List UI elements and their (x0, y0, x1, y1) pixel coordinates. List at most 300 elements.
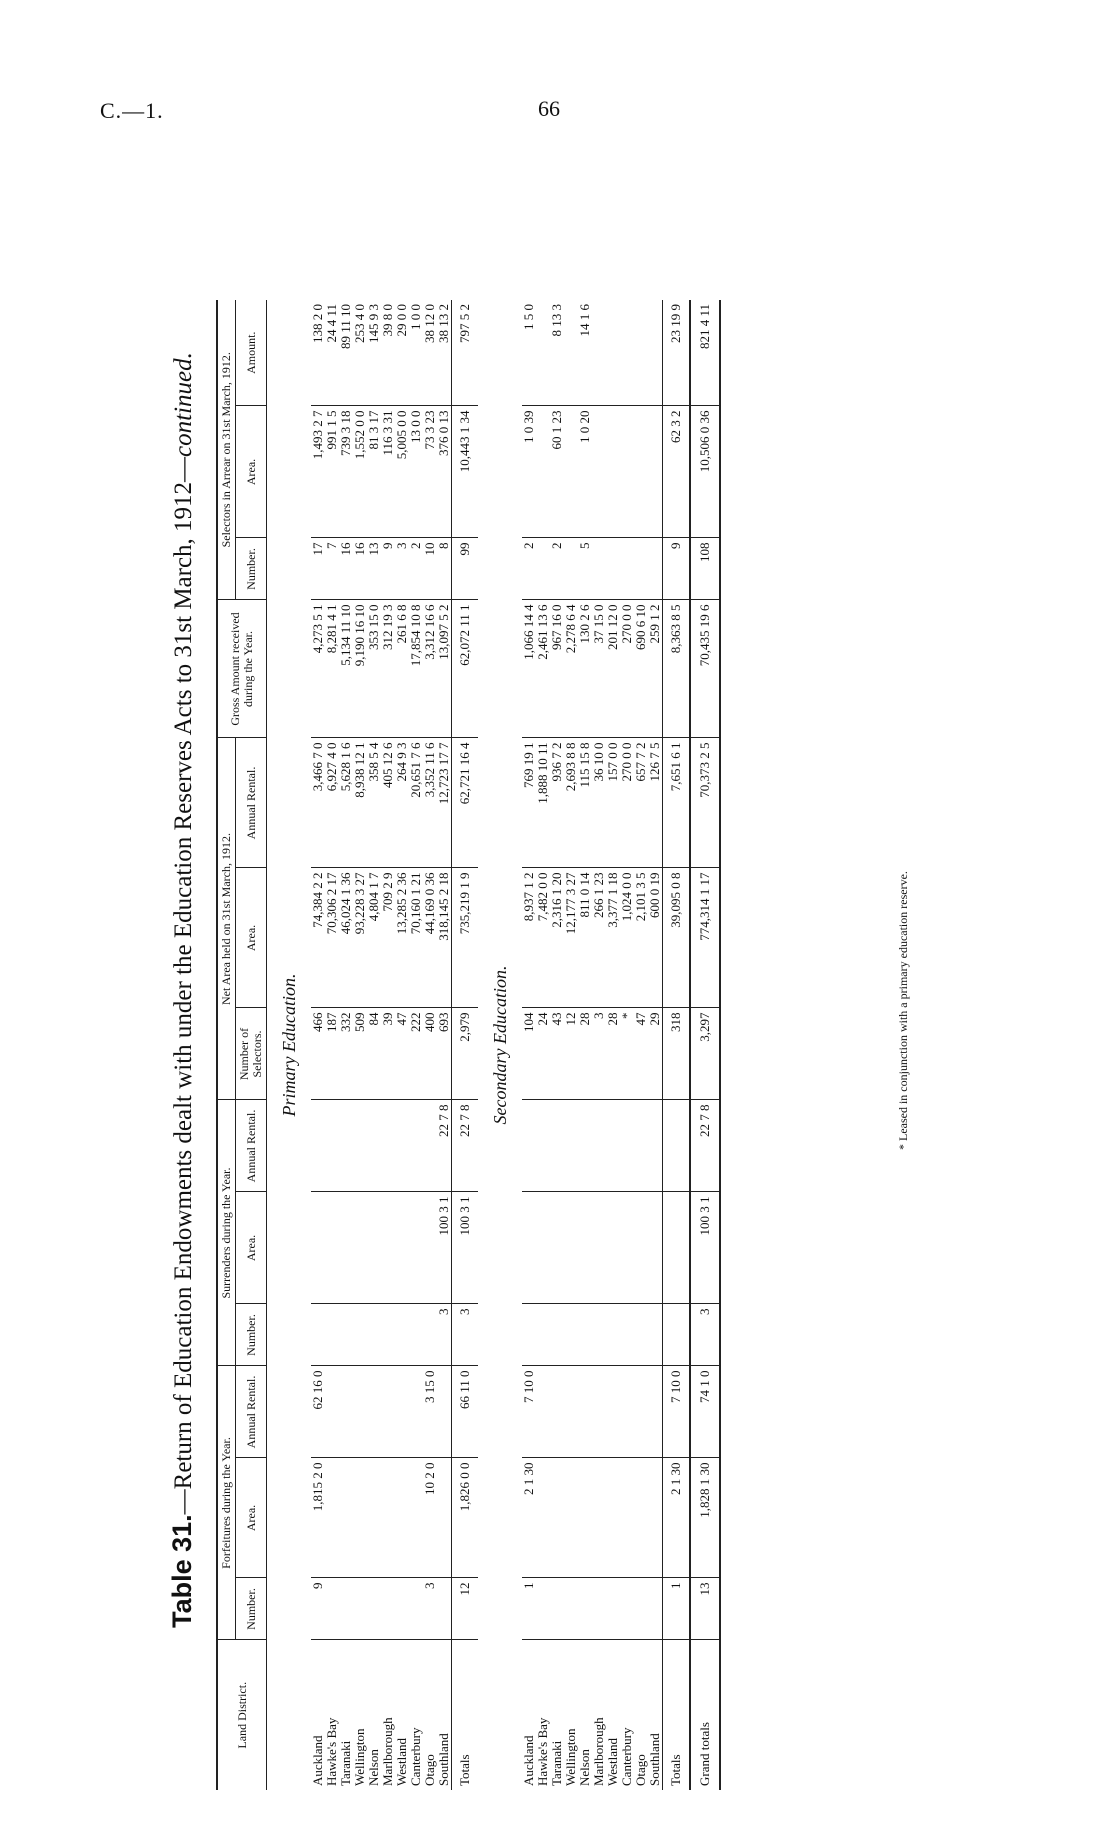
cell-n-rent: 936 7 2 (550, 738, 564, 868)
cell-f-num: 12 (452, 1578, 479, 1640)
cell-n-area: 266 1 23 (592, 868, 606, 1008)
cell-f-rent (409, 1366, 423, 1458)
cell-s-area (522, 1192, 536, 1304)
cell-n-rent: 7,651 6 1 (663, 738, 691, 868)
cell-s-num: 3 (690, 1304, 720, 1366)
cell-district: Taranaki (339, 1640, 353, 1790)
cell-a-amt: 89 11 10 (338, 304, 353, 350)
cell-district: Nelson (578, 1640, 592, 1790)
cell-a-amt: 29 0 0 (394, 304, 409, 337)
cell-s-rent (663, 1100, 691, 1192)
cell-f-num (634, 1578, 648, 1640)
cell-f-area (564, 1458, 578, 1578)
cell-f-rent (564, 1366, 578, 1458)
cell-n-rent: 1,888 10 11 (536, 738, 550, 868)
cell-f-rent: 62 16 0 (311, 1366, 325, 1458)
cell-a-amt: 38 12 0 (422, 304, 437, 343)
cell-n-area: 2,316 1 20 (550, 868, 564, 1008)
cell-a-area: 60 1 23 (550, 406, 564, 538)
cell-a-num (620, 538, 634, 600)
col-f-rental: Annual Rental. (236, 1366, 267, 1458)
cell-a-amt: 14 1 6 (577, 304, 592, 337)
cell-district: Marlborough (592, 1640, 606, 1790)
cell-a-num (592, 538, 606, 600)
cell-s-area (550, 1192, 564, 1304)
cell-f-rent (606, 1366, 620, 1458)
cell-a-amt: 1 0 0 (408, 304, 423, 330)
cell-district: Wellington (564, 1640, 578, 1790)
cell-s-area (648, 1192, 663, 1304)
cell-n-sel: 47 (395, 1008, 409, 1100)
cell-a-num: 9 (663, 538, 691, 600)
table-row (395, 300, 409, 1790)
cell-a-area: 81 3 17 (367, 406, 381, 538)
cell-s-area (620, 1192, 634, 1304)
cell-a-amt: 253 4 0 (352, 304, 367, 343)
cell-a-area (592, 406, 606, 538)
cell-n-sel: 28 (606, 1008, 620, 1100)
cell-a-area: 1 0 39 (522, 406, 536, 538)
cell-a-amt: 39 8 0 (380, 304, 395, 337)
cell-s-rent (367, 1100, 381, 1192)
cell-n-area: 70,306 2 17 (325, 868, 339, 1008)
cell-a-amt: 23 19 9 (663, 300, 691, 406)
cell-n-rent: 157 0 0 (606, 738, 620, 868)
cell-district: Taranaki (550, 1640, 564, 1790)
cell-a-num (634, 538, 648, 600)
footnote: * Leased in conjunction with a primary education reserve. (896, 871, 910, 1150)
cell-f-rent (339, 1366, 353, 1458)
cell-n-area: 7,482 0 0 (536, 868, 550, 1008)
cell-s-num: 3 (437, 1304, 452, 1366)
cell-f-num: 13 (690, 1578, 720, 1640)
cell-gross: 261 6 8 (395, 600, 409, 738)
cell-a-num (648, 538, 663, 600)
cell-f-rent: 7 10 0 (522, 1366, 536, 1458)
col-forfeitures: Forfeitures during the Year. (217, 1366, 236, 1640)
col-n-selectors: Number of Selectors. (236, 1008, 267, 1100)
cell-a-amt: 145 9 3 (366, 304, 381, 343)
cell-a-area: 739 3 18 (339, 406, 353, 538)
col-f-number: Number. (236, 1578, 267, 1640)
cell-n-area: 12,177 3 27 (564, 868, 578, 1008)
cell-n-rent: 70,373 2 5 (690, 738, 720, 868)
cell-f-area (437, 1458, 452, 1578)
cell-s-num (367, 1304, 381, 1366)
col-a-number: Number. (236, 538, 267, 600)
cell-s-area (367, 1192, 381, 1304)
table-row (648, 300, 663, 1790)
cell-a-num: 13 (367, 538, 381, 600)
cell-a-num: 16 (353, 538, 367, 600)
table-row (437, 300, 452, 1790)
cell-f-rent (353, 1366, 367, 1458)
cell-a-num: 9 (381, 538, 395, 600)
cell-s-area (578, 1192, 592, 1304)
col-surrenders: Surrenders during the Year. (217, 1100, 236, 1366)
cell-f-area (381, 1458, 395, 1578)
cell-a-area: 1,493 2 7 (311, 406, 325, 538)
table-row (592, 300, 606, 1790)
table-row (367, 300, 381, 1790)
cell-a-num: 2 (550, 538, 564, 600)
cell-district: Auckland (522, 1640, 536, 1790)
cell-s-num (634, 1304, 648, 1366)
cell-gross: 37 15 0 (592, 600, 606, 738)
cell-a-amt (536, 300, 550, 406)
cell-n-area: 8,937 1 2 (522, 868, 536, 1008)
cell-n-rent: 62,721 16 4 (452, 738, 479, 868)
cell-n-area: 600 0 19 (648, 868, 663, 1008)
cell-f-rent: 66 11 0 (452, 1366, 479, 1458)
cell-f-rent (381, 1366, 395, 1458)
cell-n-sel: 28 (578, 1008, 592, 1100)
cell-s-num (311, 1304, 325, 1366)
cell-s-num (648, 1304, 663, 1366)
cell-district: Nelson (367, 1640, 381, 1790)
cell-s-num (353, 1304, 367, 1366)
table-row (423, 300, 437, 1790)
cell-n-rent: 405 12 6 (381, 738, 395, 868)
cell-a-area: 116 3 31 (381, 406, 395, 538)
table-row (339, 300, 353, 1790)
cell-s-area (663, 1192, 691, 1304)
cell-s-rent (536, 1100, 550, 1192)
cell-s-num (395, 1304, 409, 1366)
cell-n-sel: 104 (522, 1008, 536, 1100)
cell-s-rent (311, 1100, 325, 1192)
cell-district: Westland (395, 1640, 409, 1790)
cell-gross: 5,134 11 10 (339, 600, 353, 738)
cell-district: Otago (634, 1640, 648, 1790)
cell-s-rent (395, 1100, 409, 1192)
cell-s-num (339, 1304, 353, 1366)
cell-f-num (409, 1578, 423, 1640)
cell-a-area: 13 0 0 (409, 406, 423, 538)
cell-n-rent: 8,938 12 1 (353, 738, 367, 868)
cell-a-area (648, 406, 663, 538)
cell-n-rent: 769 19 1 (522, 738, 536, 868)
cell-s-area (592, 1192, 606, 1304)
cell-n-rent: 5,628 1 6 (339, 738, 353, 868)
col-land-district: Land District. (217, 1640, 267, 1790)
cell-district: Hawke's Bay (536, 1640, 550, 1790)
cell-gross: 690 6 10 (634, 600, 648, 738)
cell-s-rent (381, 1100, 395, 1192)
cell-f-num (339, 1578, 353, 1640)
cell-s-area: 100 3 1 (690, 1192, 720, 1304)
cell-a-num: 17 (311, 538, 325, 600)
cell-a-area: 10,506 0 36 (690, 406, 720, 538)
cell-n-rent: 3,352 11 6 (423, 738, 437, 868)
cell-gross: 353 15 0 (367, 600, 381, 738)
cell-district: Westland (606, 1640, 620, 1790)
cell-a-area: 5,005 0 0 (395, 406, 409, 538)
cell-n-rent: 3,466 7 0 (311, 738, 325, 868)
cell-f-rent: 3 15 0 (423, 1366, 437, 1458)
col-a-amount: Amount. (236, 300, 267, 406)
cell-f-rent (437, 1366, 452, 1458)
cell-a-amt: 38 13 2 (436, 304, 451, 343)
cell-f-rent: 7 10 0 (663, 1366, 691, 1458)
table-row (381, 300, 395, 1790)
table-row (353, 300, 367, 1790)
cell-gross: 201 12 0 (606, 600, 620, 738)
col-n-area: Area. (236, 868, 267, 1008)
col-f-area: Area. (236, 1458, 267, 1578)
cell-s-num (550, 1304, 564, 1366)
cell-s-rent: 22 7 8 (452, 1100, 479, 1192)
table-row (620, 300, 634, 1790)
cell-s-rent (423, 1100, 437, 1192)
cell-n-rent: 2,693 8 8 (564, 738, 578, 868)
section-heading-row (267, 300, 312, 1790)
cell-s-area (311, 1192, 325, 1304)
cell-a-amt (620, 300, 634, 406)
cell-f-rent (620, 1366, 634, 1458)
cell-n-sel: 509 (353, 1008, 367, 1100)
cell-gross: 70,435 19 6 (690, 600, 720, 738)
cell-gross: 130 2 6 (578, 600, 592, 738)
cell-a-amt (634, 300, 648, 406)
cell-s-num (536, 1304, 550, 1366)
cell-n-area: 811 0 14 (578, 868, 592, 1008)
cell-n-sel: 12 (564, 1008, 578, 1100)
col-arrears: Selectors in Arrear on 31st March, 1912. (217, 300, 236, 600)
cell-a-amt (592, 300, 606, 406)
cell-f-area (536, 1458, 550, 1578)
cell-f-rent (536, 1366, 550, 1458)
cell-s-num (409, 1304, 423, 1366)
table-title-suffix: continued. (170, 352, 197, 457)
cell-district: Auckland (311, 1640, 325, 1790)
cell-f-num (536, 1578, 550, 1640)
cell-gross: 312 19 3 (381, 600, 395, 738)
cell-a-amt: 138 2 0 (310, 304, 325, 343)
cell-a-area (620, 406, 634, 538)
table-row (409, 300, 423, 1790)
cell-a-num (606, 538, 620, 600)
cell-s-num (592, 1304, 606, 1366)
cell-a-amt (648, 300, 663, 406)
cell-s-rent (409, 1100, 423, 1192)
cell-a-num: 5 (578, 538, 592, 600)
cell-n-area: 70,160 1 21 (409, 868, 423, 1008)
table-row (564, 300, 578, 1790)
cell-a-amt: 8 13 3 (549, 304, 564, 337)
cell-f-area (395, 1458, 409, 1578)
cell-n-sel: 84 (367, 1008, 381, 1100)
cell-f-rent (634, 1366, 648, 1458)
cell-a-amt: 1 5 0 (521, 304, 536, 330)
cell-a-area: 991 1 5 (325, 406, 339, 538)
cell-a-amt (564, 300, 578, 406)
table-row (311, 300, 325, 1790)
cell-a-num: 3 (395, 538, 409, 600)
page-reference: C.—1. (100, 98, 164, 123)
table-row (522, 300, 536, 1790)
cell-f-num: 1 (522, 1578, 536, 1640)
cell-gross: 2,278 6 4 (564, 600, 578, 738)
cell-n-area: 93,228 3 27 (353, 868, 367, 1008)
cell-n-rent: 657 7 2 (634, 738, 648, 868)
col-s-rental: Annual Rental. (236, 1100, 267, 1192)
cell-f-num (648, 1578, 663, 1640)
cell-s-num (578, 1304, 592, 1366)
cell-a-num: 2 (522, 538, 536, 600)
cell-f-num (381, 1578, 395, 1640)
cell-n-sel: 3,297 (690, 1008, 720, 1100)
cell-s-num (663, 1304, 691, 1366)
cell-a-num: 108 (690, 538, 720, 600)
cell-s-area (353, 1192, 367, 1304)
cell-n-rent: 36 10 0 (592, 738, 606, 868)
cell-gross: 8,363 8 5 (663, 600, 691, 738)
cell-a-area: 62 3 2 (663, 406, 691, 538)
cell-s-area (325, 1192, 339, 1304)
cell-n-area: 3,377 1 18 (606, 868, 620, 1008)
cell-gross: 9,190 16 10 (353, 600, 367, 738)
cell-n-rent: 270 0 0 (620, 738, 634, 868)
cell-f-area (634, 1458, 648, 1578)
cell-a-num: 16 (339, 538, 353, 600)
cell-a-area (536, 406, 550, 538)
cell-s-rent (634, 1100, 648, 1192)
cell-a-num: 99 (452, 538, 479, 600)
cell-n-sel: 2,979 (452, 1008, 479, 1100)
cell-f-num: 9 (311, 1578, 325, 1640)
cell-f-num (367, 1578, 381, 1640)
cell-gross: 8,281 4 1 (325, 600, 339, 738)
cell-s-rent (592, 1100, 606, 1192)
cell-n-rent: 115 15 8 (578, 738, 592, 868)
cell-a-area (634, 406, 648, 538)
cell-f-area: 2 1 30 (663, 1458, 691, 1578)
cell-s-rent (648, 1100, 663, 1192)
cell-s-area (564, 1192, 578, 1304)
cell-s-rent: 22 7 8 (690, 1100, 720, 1192)
cell-f-area (409, 1458, 423, 1578)
cell-s-area: 100 3 1 (452, 1192, 479, 1304)
cell-district: Totals (452, 1640, 479, 1790)
cell-f-rent (592, 1366, 606, 1458)
cell-s-area (339, 1192, 353, 1304)
cell-gross: 4,273 5 1 (311, 600, 325, 738)
cell-s-rent (564, 1100, 578, 1192)
cell-s-rent (522, 1100, 536, 1192)
cell-n-sel: 693 (437, 1008, 452, 1100)
cell-f-area: 2 1 30 (522, 1458, 536, 1578)
table-row (536, 300, 550, 1790)
cell-s-num (381, 1304, 395, 1366)
cell-gross: 967 16 0 (550, 600, 564, 738)
cell-a-amt: 24 4 11 (324, 304, 339, 343)
cell-s-rent (620, 1100, 634, 1192)
cell-f-num (550, 1578, 564, 1640)
cell-s-rent (550, 1100, 564, 1192)
cell-a-area (606, 406, 620, 538)
cell-f-area (578, 1458, 592, 1578)
cell-s-area (536, 1192, 550, 1304)
cell-f-area: 1,828 1 30 (690, 1458, 720, 1578)
cell-s-rent (339, 1100, 353, 1192)
cell-s-rent (325, 1100, 339, 1192)
cell-s-area (395, 1192, 409, 1304)
cell-district: Hawke's Bay (325, 1640, 339, 1790)
cell-n-area: 4,804 1 7 (367, 868, 381, 1008)
cell-n-sel: 400 (423, 1008, 437, 1100)
endowments-table (216, 300, 721, 1790)
cell-f-area (620, 1458, 634, 1578)
cell-f-num (578, 1578, 592, 1640)
cell-n-sel: 47 (634, 1008, 648, 1100)
table-row (550, 300, 564, 1790)
cell-n-sel: 222 (409, 1008, 423, 1100)
table-label: Table 31. (167, 1514, 197, 1628)
cell-district: Otago (423, 1640, 437, 1790)
table-body (267, 300, 721, 1790)
section-heading-row (478, 300, 522, 1790)
cell-n-rent: 20,651 7 6 (409, 738, 423, 868)
cell-f-rent (578, 1366, 592, 1458)
cell-f-num (564, 1578, 578, 1640)
cell-f-num (606, 1578, 620, 1640)
cell-district: Canterbury (620, 1640, 634, 1790)
cell-a-amt (606, 300, 620, 406)
cell-district: Wellington (353, 1640, 367, 1790)
cell-f-rent (325, 1366, 339, 1458)
cell-n-area: 44,169 0 36 (423, 868, 437, 1008)
col-gross-amount: Gross Amount received during the Year. (217, 600, 267, 738)
cell-s-area (381, 1192, 395, 1304)
section-heading: Primary Education. (279, 973, 299, 1117)
cell-s-area (423, 1192, 437, 1304)
cell-f-area: 10 2 0 (423, 1458, 437, 1578)
cell-f-rent: 74 1 0 (690, 1366, 720, 1458)
cell-f-num (620, 1578, 634, 1640)
cell-f-area (606, 1458, 620, 1578)
cell-s-num (620, 1304, 634, 1366)
table-row (578, 300, 592, 1790)
cell-s-rent (353, 1100, 367, 1192)
cell-s-num: 3 (452, 1304, 479, 1366)
cell-n-area: 709 2 9 (381, 868, 395, 1008)
cell-s-rent (606, 1100, 620, 1192)
cell-n-area: 13,285 2 36 (395, 868, 409, 1008)
totals-row (452, 300, 479, 1790)
cell-f-rent (550, 1366, 564, 1458)
cell-n-sel: 332 (339, 1008, 353, 1100)
cell-a-area: 376 0 13 (437, 406, 452, 538)
cell-a-num: 2 (409, 538, 423, 600)
cell-n-rent: 358 5 4 (367, 738, 381, 868)
grand-totals-row (690, 300, 720, 1790)
cell-s-area (634, 1192, 648, 1304)
cell-n-rent: 12,723 17 7 (437, 738, 452, 868)
cell-n-sel: 318 (663, 1008, 691, 1100)
cell-s-num (522, 1304, 536, 1366)
table-row (325, 300, 339, 1790)
cell-f-num (395, 1578, 409, 1640)
cell-f-num (437, 1578, 452, 1640)
cell-f-rent (648, 1366, 663, 1458)
cell-a-area: 73 3 23 (423, 406, 437, 538)
cell-n-area: 74,384 2 2 (311, 868, 325, 1008)
col-n-rental: Annual Rental. (236, 738, 267, 868)
cell-n-sel: * (620, 1008, 634, 1100)
cell-n-rent: 6,927 4 0 (325, 738, 339, 868)
cell-s-rent (578, 1100, 592, 1192)
